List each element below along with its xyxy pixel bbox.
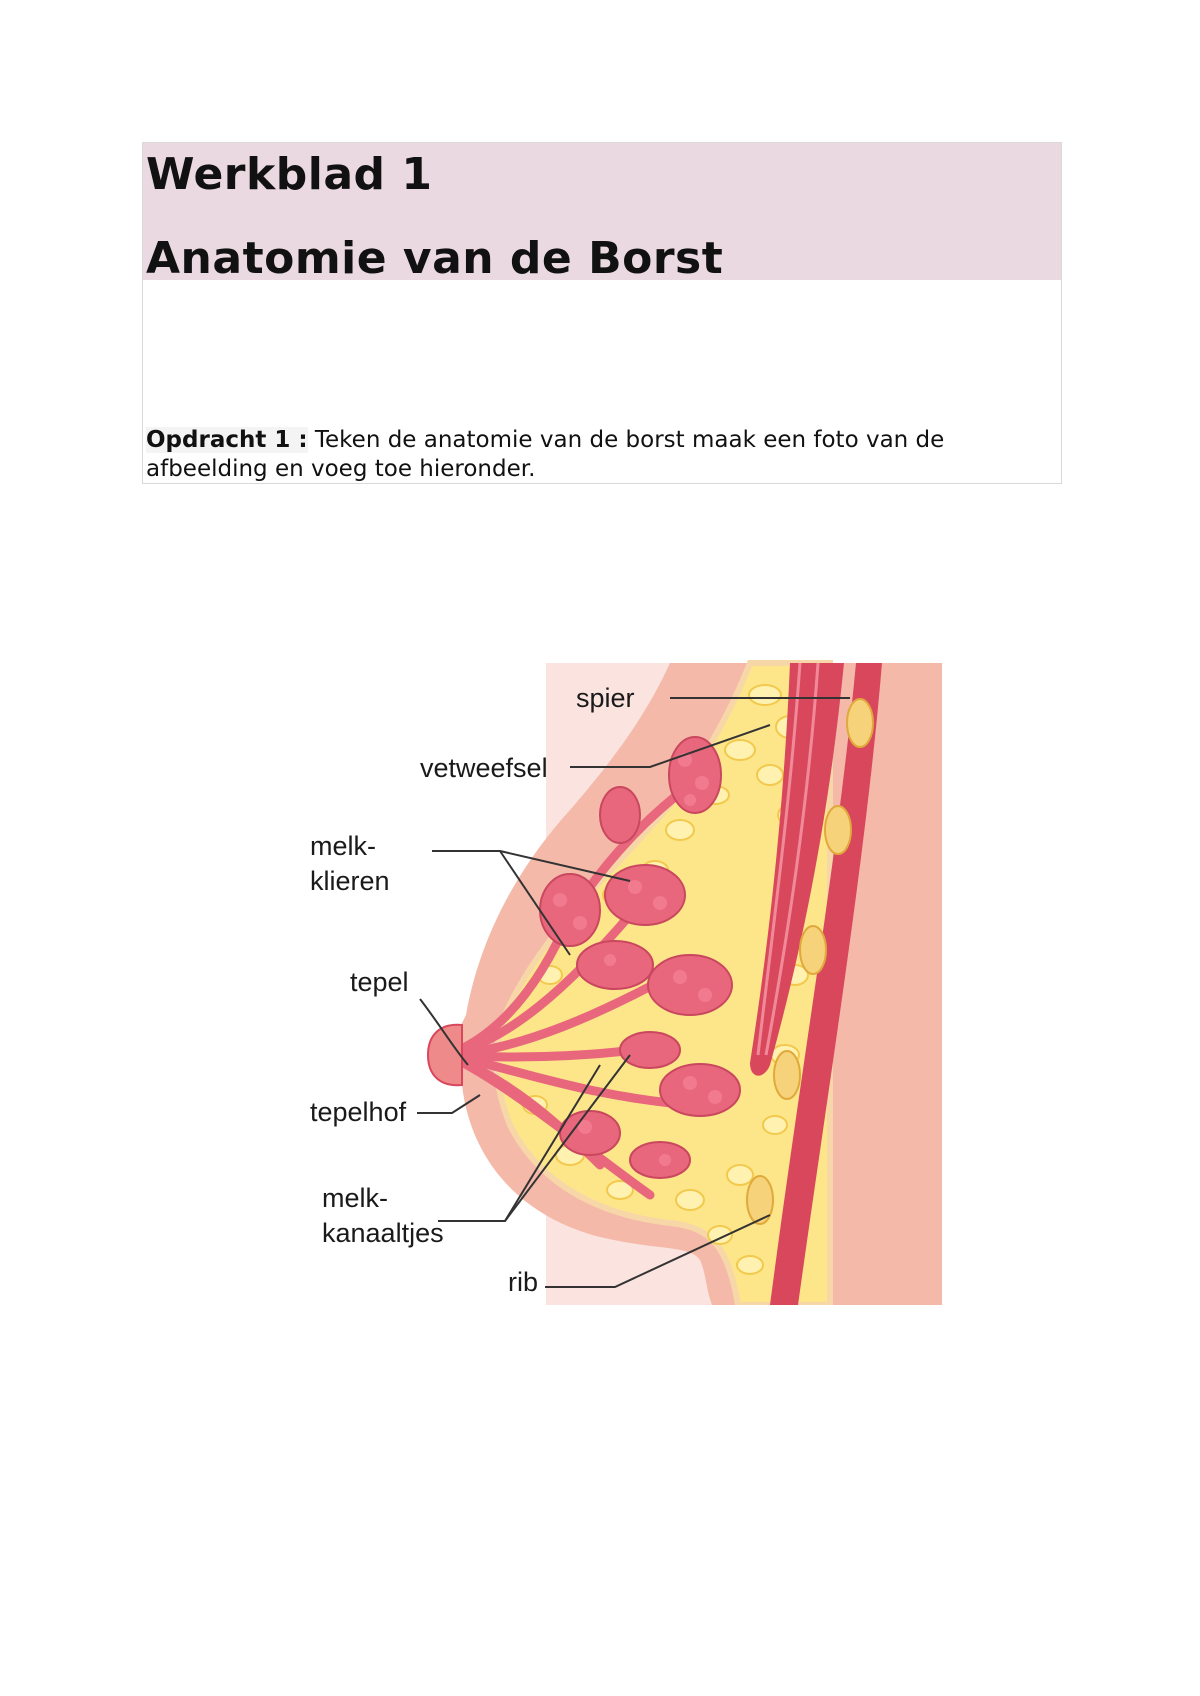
label-melkkanaaltjes-2: kanaaltjes (322, 1218, 444, 1248)
worksheet-header (142, 142, 1062, 484)
label-melkklieren-1: melk- (310, 831, 376, 861)
worksheet-title: Werkblad 1 (146, 149, 433, 200)
anatomy-diagram (270, 655, 942, 1305)
breast-anatomy-figure (270, 655, 942, 1305)
label-rib: rib (508, 1267, 539, 1297)
label-tepel: tepel (350, 967, 409, 997)
label-vetweefsel: vetweefsel (420, 753, 548, 783)
label-melkklieren-2: klieren (310, 866, 390, 896)
assignment (146, 426, 1046, 484)
worksheet-subtitle: Anatomie van de Borst (146, 233, 724, 284)
label-spier: spier (576, 683, 635, 713)
label-tepelhof: tepelhof (310, 1097, 407, 1127)
title-band (143, 143, 1061, 284)
label-melkkanaaltjes-1: melk- (322, 1183, 388, 1213)
assignment-text: Teken de anatomie van de borst maak een foto van de afbeelding en voeg toe hieronder. (146, 427, 945, 482)
assignment-label: Opdracht 1 : (146, 427, 308, 453)
